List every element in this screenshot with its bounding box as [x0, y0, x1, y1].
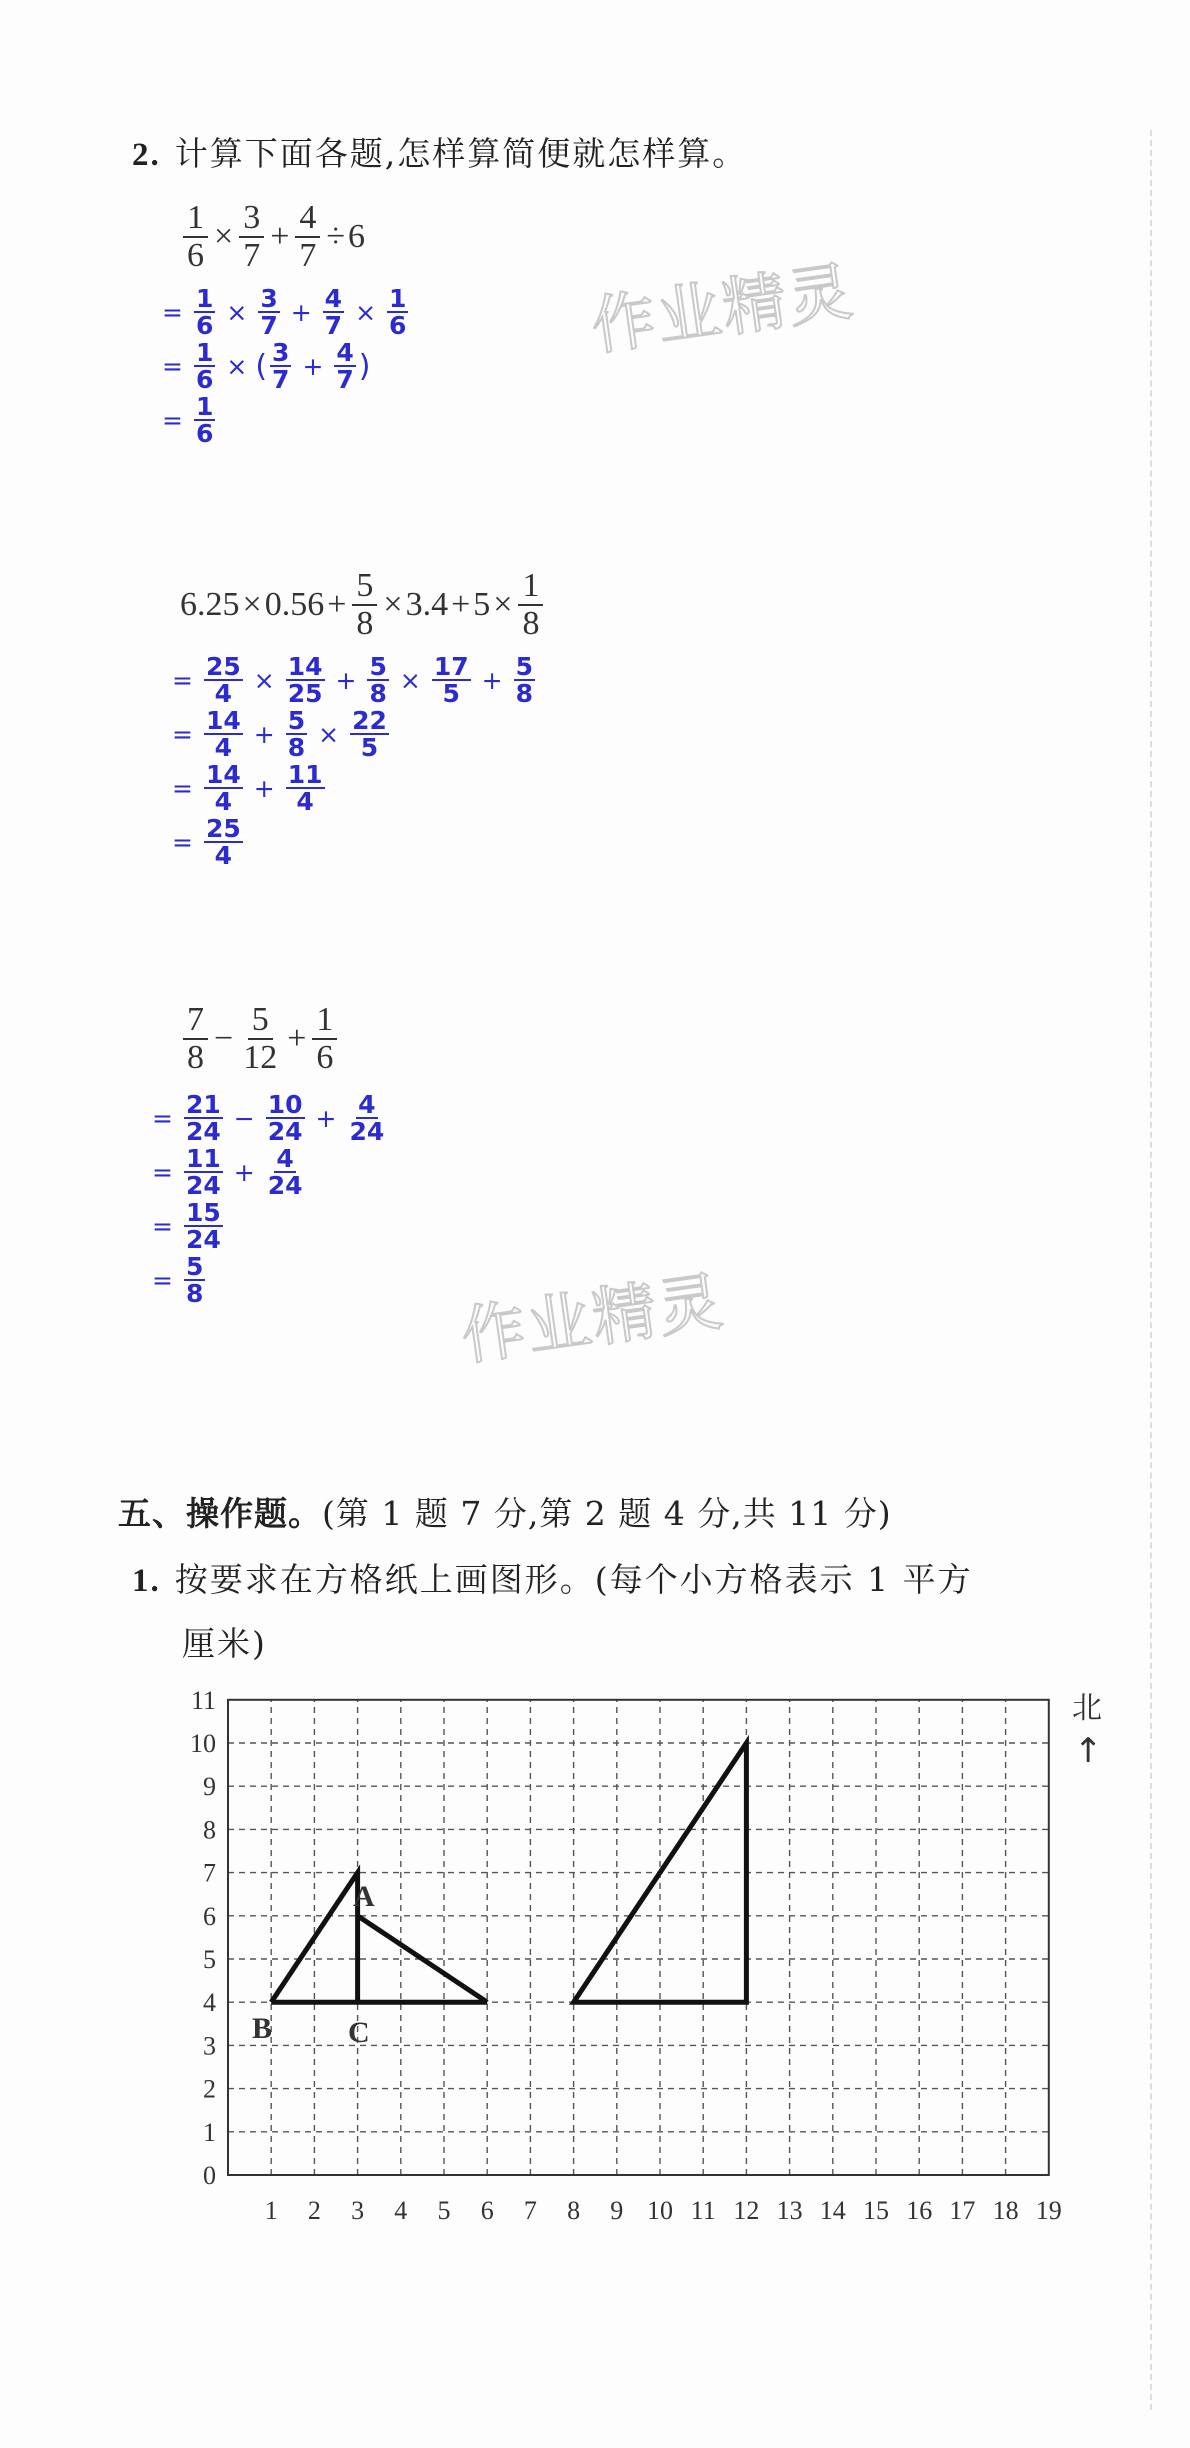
segment-hypotenuse — [358, 1916, 488, 2002]
problem-2-step-2: = $\frac{14}{4}$ + $\frac{5}{8}$ × $\frac{22}{5}$ — [172, 706, 387, 762]
x-tick-label: 3 — [351, 2196, 365, 2225]
label-a: A — [353, 1880, 375, 1913]
watermark: 作业精灵 — [456, 1264, 729, 1375]
problem-1-step-2: = $\frac{1}{6}$ × ( $\frac{3}{7}$ + $\frac{4}{7}$ ) — [162, 338, 371, 394]
problem-2-step-1: = $\frac{25}{4}$ × $\frac{14}{25}$ + $\frac{5}{8}$ × $\frac{17}{5}$ + $\frac{5}{8}$ — [172, 652, 533, 708]
grid-border — [228, 1700, 1049, 2175]
y-tick-label: 4 — [203, 1988, 216, 2018]
y-tick-label: 1 — [203, 2117, 216, 2147]
y-tick-label: 3 — [203, 2031, 216, 2061]
x-tick-label: 1 — [264, 2196, 278, 2225]
y-tick-label: 6 — [203, 1901, 216, 1931]
x-tick-label: 2 — [307, 2196, 321, 2225]
x-tick-label: 13 — [776, 2196, 803, 2225]
x-tick-label: 9 — [610, 2196, 624, 2225]
question-number: 1. — [132, 1563, 161, 1599]
y-tick-label: 8 — [203, 1815, 216, 1845]
problem-2-step-4: = $\frac{25}{4}$ — [172, 814, 241, 870]
label-c: C — [348, 2016, 370, 2049]
problem-3-step-4: = $\frac{5}{8}$ — [152, 1252, 204, 1308]
tick-labels — [190, 1686, 1062, 2225]
x-tick-label: 16 — [906, 2196, 933, 2225]
y-tick-label: 2 — [203, 2074, 216, 2104]
problem-3-step-3: = $\frac{15}{24}$ — [152, 1198, 221, 1254]
problem-2-step-3: = $\frac{14}{4}$ + $\frac{11}{4}$ — [172, 760, 323, 816]
question-1-text: 1. 按要求在方格纸上画图形。(每个小方格表示 1 平方 — [132, 1560, 973, 1599]
x-tick-label: 8 — [567, 2196, 581, 2225]
x-tick-label: 4 — [394, 2196, 408, 2225]
section-points: (第 1 题 7 分,第 2 题 4 分,共 11 分) — [322, 1494, 892, 1533]
question-text: 计算下面各题,怎样算简便就怎样算。 — [174, 134, 748, 173]
x-tick-label: 6 — [480, 2196, 494, 2225]
y-tick-label: 7 — [203, 1858, 216, 1888]
x-tick-label: 5 — [437, 2196, 451, 2225]
question-number: 2. — [132, 137, 161, 173]
y-tick-label: 11 — [190, 1685, 216, 1715]
x-tick-label: 12 — [733, 2196, 760, 2225]
x-tick-label: 17 — [949, 2196, 976, 2225]
grid-axes — [228, 1700, 1049, 2175]
north-label: 北 — [1072, 1691, 1102, 1726]
x-tick-label: 18 — [992, 2196, 1019, 2225]
x-tick-label: 7 — [523, 2196, 537, 2225]
problem-1-step-3: = $\frac{1}{6}$ — [162, 392, 214, 448]
problem-1-step-1: = $\frac{1}{6}$ × $\frac{3}{7}$ + $\frac{4}{7}$ × $\frac{1}{6}$ — [162, 284, 407, 340]
watermark: 作业精灵 — [586, 254, 859, 365]
problem-3-step-2: = $\frac{11}{24}$ + $\frac{4}{24}$ — [152, 1144, 303, 1200]
x-tick-label: 10 — [647, 2196, 673, 2225]
problem-3-step-1: = $\frac{21}{24}$ − $\frac{10}{24}$ + $\frac{4}{24}$ — [152, 1090, 385, 1146]
x-tick-label: 15 — [863, 2196, 889, 2225]
y-tick-label: 5 — [203, 1945, 216, 1974]
label-b: B — [252, 2012, 273, 2045]
section-title: 五、操作题。 — [118, 1494, 322, 1533]
question-1-text-line-2: 厘米) — [182, 1624, 267, 1663]
x-tick-label: 14 — [819, 2196, 846, 2225]
problem-3-expression: $\frac{7}{8}$ − $\frac{5}{12}$ + $\frac{1}{6}$ — [180, 1002, 340, 1075]
problem-2-expression: 6.25 × 0.56 + $\frac{5}{8}$ × 3.4 + 5 × $\frac{1}{8}$ — [180, 568, 546, 641]
y-tick-label: 9 — [203, 1772, 216, 1802]
x-tick-label: 19 — [1035, 2196, 1062, 2225]
problem-1-expression: $\frac{1}{6}$ × $\frac{3}{7}$ + $\frac{4}{7}$ ÷ 6 — [180, 200, 365, 273]
grid-lines — [228, 1700, 1049, 2175]
north-arrow-icon: ↑ — [1074, 1731, 1103, 1771]
x-tick-label: 11 — [690, 2196, 716, 2225]
y-tick-label: 10 — [190, 1729, 216, 1758]
y-tick-label: 0 — [203, 2161, 216, 2190]
